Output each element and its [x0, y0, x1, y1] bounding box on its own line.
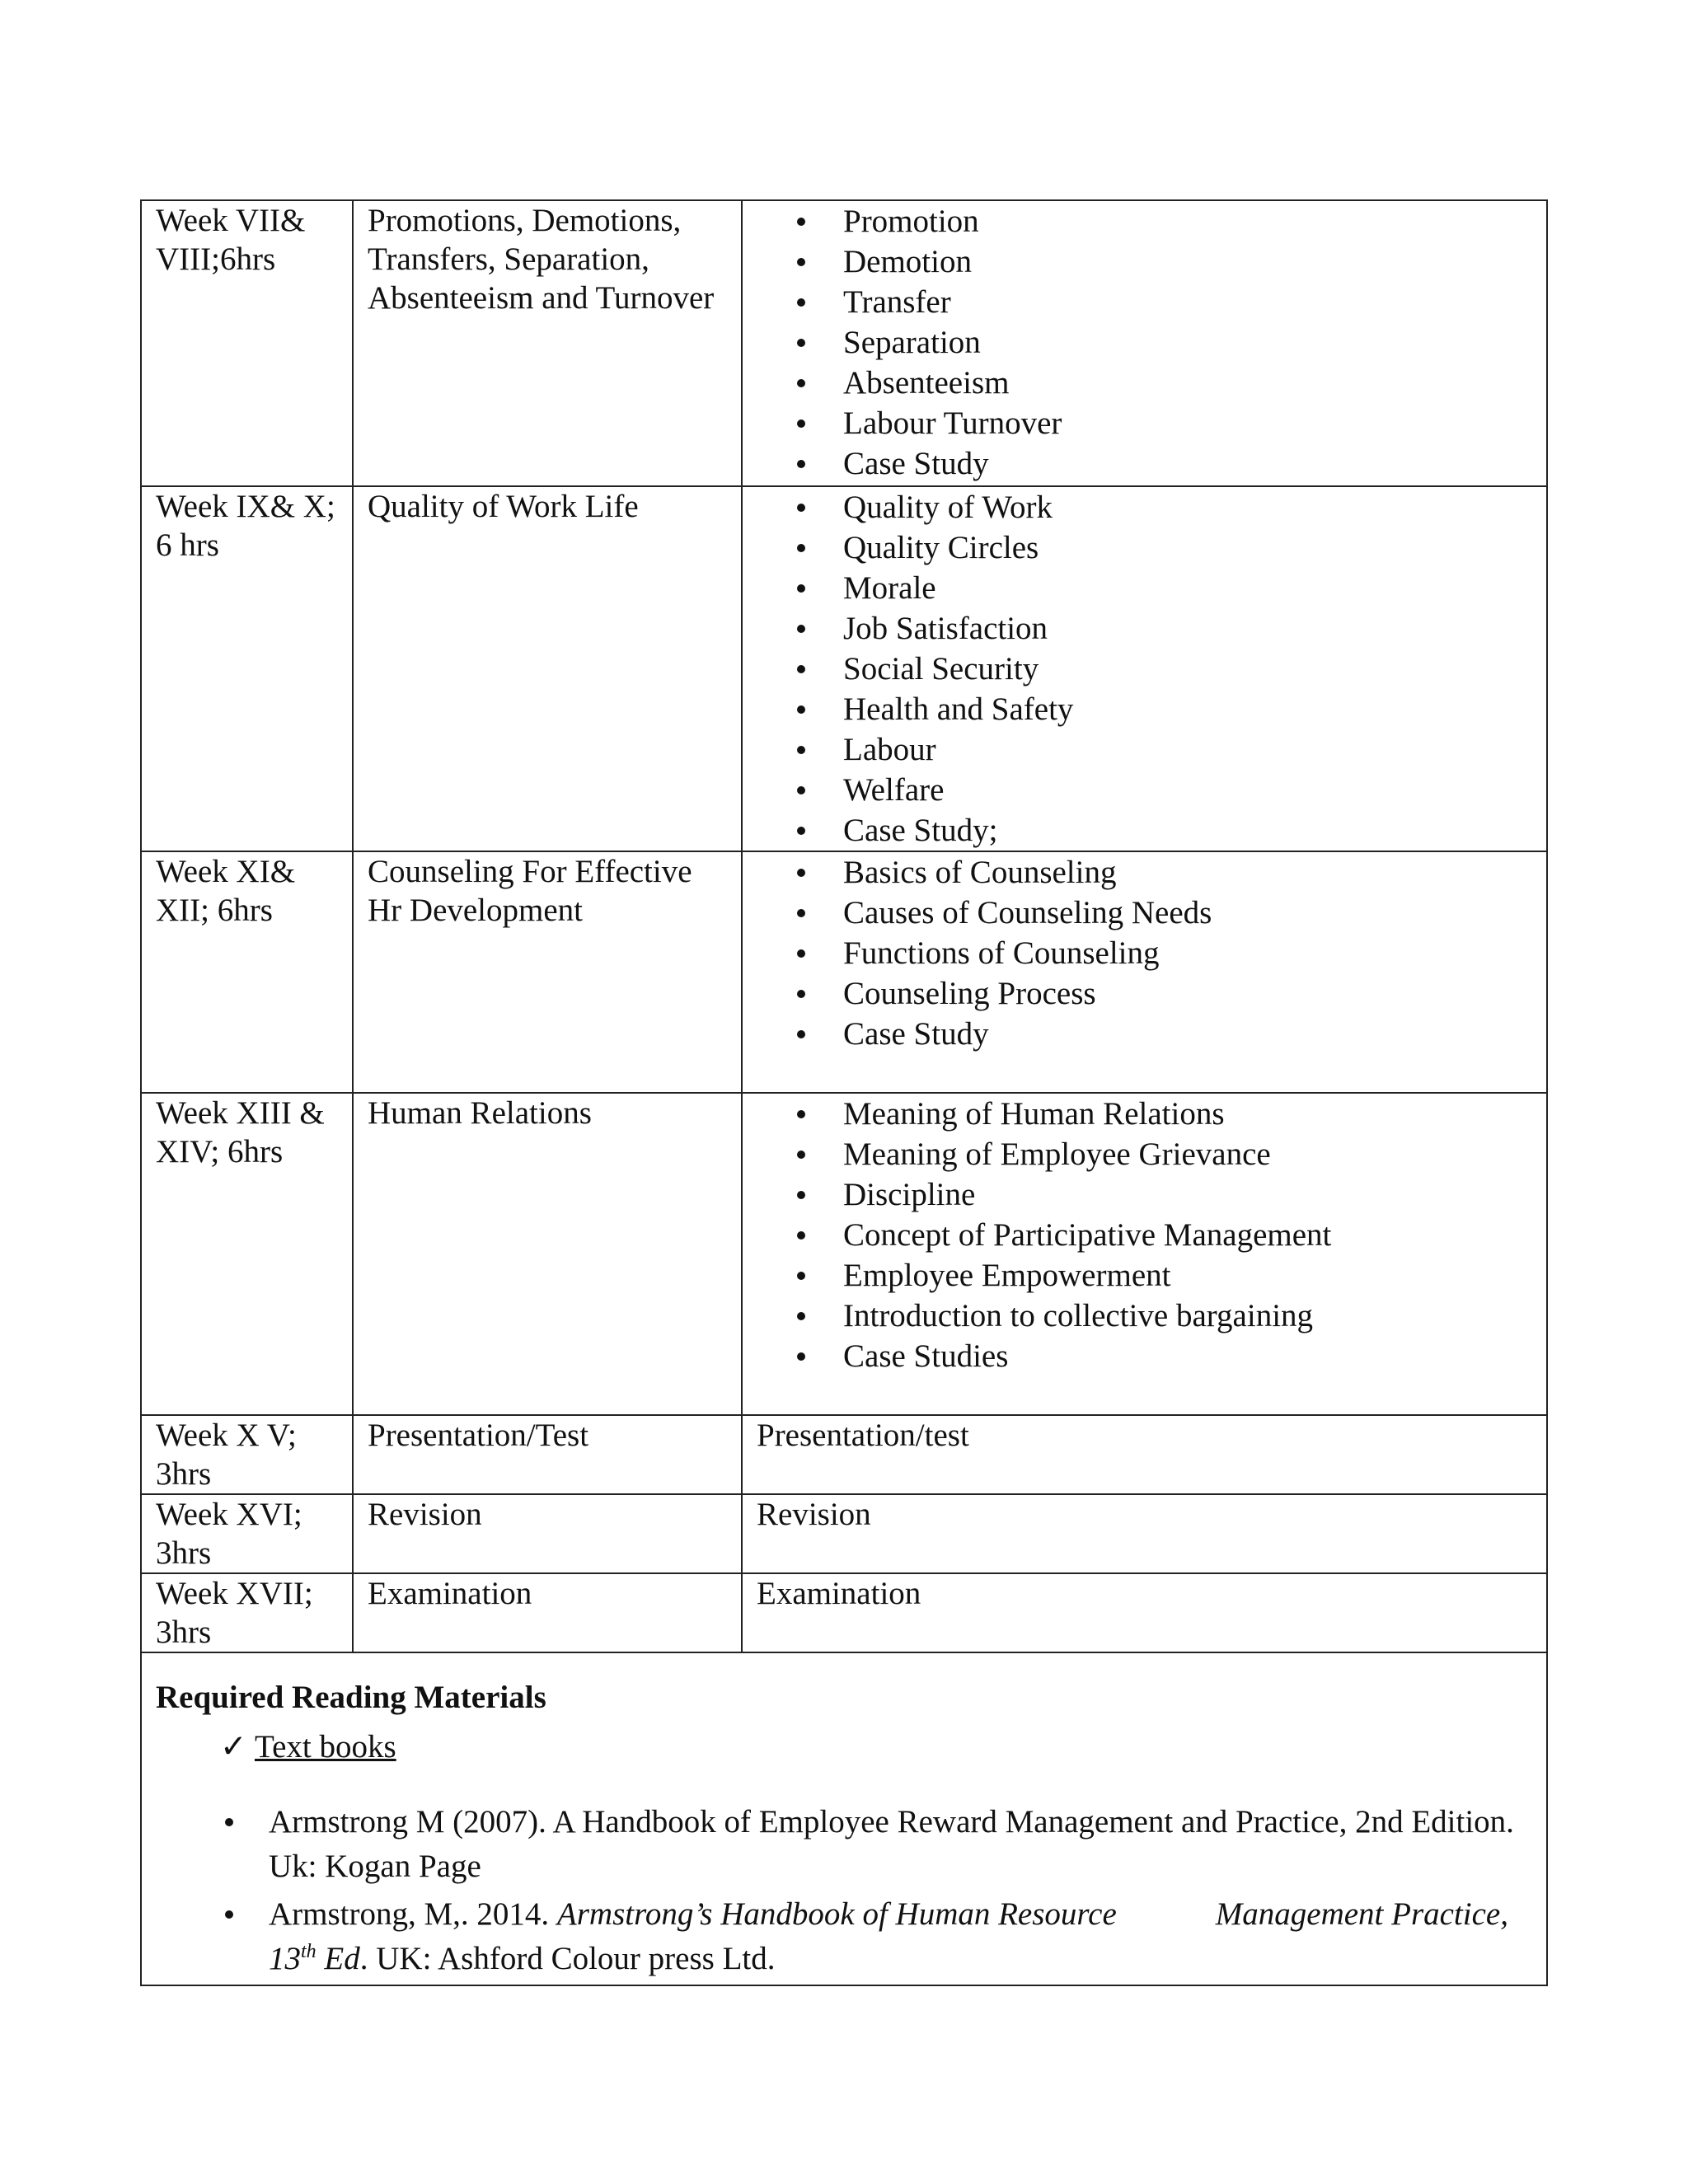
list-item: Job Satisfaction: [843, 608, 1532, 649]
content-cell: Presentation/test: [742, 1415, 1547, 1494]
topic-cell: Quality of Work Life: [353, 486, 742, 851]
list-item: Promotion: [843, 201, 1532, 241]
table-row: [141, 200, 1547, 486]
content-cell: Examination: [742, 1573, 1547, 1652]
list-item: Functions of Counseling: [843, 933, 1532, 973]
subtopics-cell: [742, 486, 1547, 851]
topic-cell: Presentation/Test: [353, 1415, 742, 1494]
list-item: Concept of Participative Management: [843, 1215, 1532, 1255]
list-item: Case Study: [843, 443, 1532, 484]
week-cell: Week XIII & XIV; 6hrs: [141, 1093, 353, 1415]
list-item: Armstrong M (2007). A Handbook of Employee Reward Management and Practice, 2nd Edition. Uk: Kogan Page: [269, 1800, 1532, 1889]
list-item: Case Studies: [843, 1336, 1532, 1376]
list-item: Labour: [843, 729, 1532, 770]
subtopics-cell: [742, 1093, 1547, 1415]
reading-row: [141, 1652, 1547, 1985]
list-item: Case Study: [843, 1014, 1532, 1054]
table-row: [141, 1415, 1547, 1494]
week-cell: Week XVII; 3hrs: [141, 1573, 353, 1652]
list-item: Meaning of Human Relations: [843, 1094, 1532, 1134]
list-item: Morale: [843, 568, 1532, 608]
ref-suffix: . UK: Ashford Colour press Ltd.: [359, 1941, 776, 1976]
week-cell: Week XVI; 3hrs: [141, 1494, 353, 1573]
textbooks-line: [156, 1727, 1532, 1767]
list-item: Case Study;: [843, 810, 1532, 851]
list-item: Counseling Process: [843, 973, 1532, 1014]
ref-prefix: Armstrong, M,. 2014.: [269, 1896, 557, 1932]
list-item: Introduction to collective bargaining: [843, 1296, 1532, 1336]
ref-sup: th: [301, 1941, 316, 1962]
topic-cell: Counseling For Effective Hr Development: [353, 851, 742, 1093]
list-item: Causes of Counseling Needs: [843, 893, 1532, 933]
list-item: Welfare: [843, 770, 1532, 810]
list-item: Quality of Work: [843, 487, 1532, 527]
reading-heading: Required Reading Materials: [156, 1680, 546, 1715]
subtopic-list: [757, 487, 1532, 851]
list-item: Employee Empowerment: [843, 1255, 1532, 1296]
ref-title-b: Management Practice, 13: [269, 1896, 1508, 1976]
topic-cell: Promotions, Demotions, Transfers, Separation, Absenteeism and Turnover: [353, 200, 742, 486]
list-item: Demotion: [843, 241, 1532, 282]
reading-section: [142, 1678, 1546, 1981]
list-item: Meaning of Employee Grievance: [843, 1134, 1532, 1174]
subtopic-list: [757, 201, 1532, 484]
week-cell: Week X V; 3hrs: [141, 1415, 353, 1494]
list-item: Transfer: [843, 282, 1532, 322]
list-item: Discipline: [843, 1174, 1532, 1215]
reading-materials-cell: [141, 1652, 1547, 1985]
subtopics-cell: [742, 851, 1547, 1093]
list-item: Absenteeism: [843, 363, 1532, 403]
list-item: Quality Circles: [843, 527, 1532, 568]
reference-list: [156, 1800, 1532, 1981]
content-cell: Revision: [742, 1494, 1547, 1573]
topic-cell: Examination: [353, 1573, 742, 1652]
ref-title-c: Ed: [316, 1941, 360, 1976]
list-item: Health and Safety: [843, 689, 1532, 729]
subtopics-cell: [742, 200, 1547, 486]
table-row: [141, 1494, 1547, 1573]
textbooks-subheading: Text books: [255, 1729, 396, 1765]
list-item: Basics of Counseling: [843, 852, 1532, 893]
list-item: [269, 1892, 1532, 1981]
subtopic-list: [757, 1094, 1532, 1376]
table-row: [141, 1093, 1547, 1415]
topic-cell: Human Relations: [353, 1093, 742, 1415]
ref-title-a: Armstrong’s Handbook of Human Resource: [556, 1896, 1117, 1932]
subtopic-list: [757, 852, 1532, 1054]
list-item: Social Security: [843, 649, 1532, 689]
table-row: [141, 851, 1547, 1093]
list-item: Labour Turnover: [843, 403, 1532, 443]
list-item: Separation: [843, 322, 1532, 363]
table-row: [141, 486, 1547, 851]
checkmark-icon: ✓: [220, 1729, 247, 1765]
week-cell: Week IX& X; 6 hrs: [141, 486, 353, 851]
topic-cell: Revision: [353, 1494, 742, 1573]
course-schedule-table: [140, 199, 1548, 1986]
week-cell: Week VII& VIII;6hrs: [141, 200, 353, 486]
table-row: [141, 1573, 1547, 1652]
week-cell: Week XI& XII; 6hrs: [141, 851, 353, 1093]
